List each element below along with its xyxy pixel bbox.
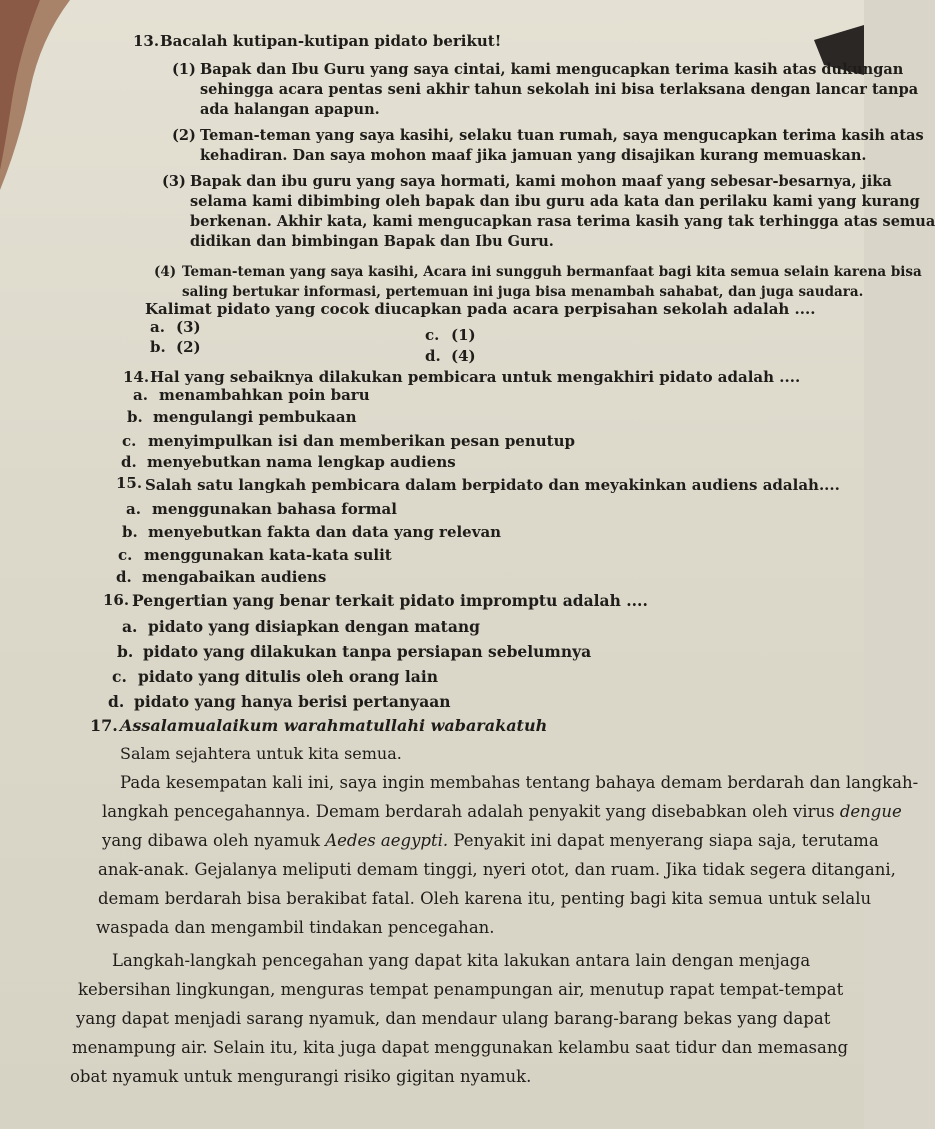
option-d[interactable] — [108, 692, 451, 711]
quote-line: kehadiran. Dan saya mohon maaf jika jamuan yang disajikan kurang memuaskan. — [200, 147, 867, 164]
option-letter: c. — [122, 432, 137, 450]
line-text: yang dibawa oleh nyamuk — [102, 831, 320, 850]
option-letter: b. — [127, 408, 143, 426]
option-text: menyimpulkan isi dan memberikan pesan penutup — [148, 432, 575, 450]
question-number: 17. — [90, 716, 118, 735]
option-letter: a. — [126, 500, 141, 518]
option-text: menggunakan bahasa formal — [152, 500, 397, 518]
option-b[interactable] — [127, 408, 356, 426]
salam: Salam sejahtera untuk kita semua. — [120, 744, 402, 763]
option-d[interactable] — [425, 347, 476, 365]
quote-line: Teman-teman yang saya kasihi, selaku tuan rumah, saya mengucapkan terima kasih atas — [200, 127, 924, 144]
option-letter: a. — [133, 386, 148, 404]
quote-line: Teman-teman yang saya kasihi, Acara ini sungguh bermanfaat bagi kita semua selain karena bisa — [182, 264, 922, 280]
option-text: menggunakan kata-kata sulit — [144, 546, 392, 564]
quote-line: saling bertukar informasi, pertemuan ini juga bisa menambah sahabat, dan juga saudara. — [182, 284, 864, 300]
question-number: 16. — [103, 591, 130, 609]
option-c[interactable] — [112, 667, 438, 686]
quote-item — [154, 262, 922, 302]
option-a[interactable] — [133, 386, 370, 404]
paragraph-line — [102, 797, 918, 826]
quote-line: Bapak dan Ibu Guru yang saya cintai, kami mengucapkan terima kasih atas dukungan — [200, 61, 904, 78]
quote-line: sehingga acara pentas seni akhir tahun sekolah ini bisa terlaksana dengan lancar tanpa — [200, 81, 919, 98]
option-a[interactable] — [126, 500, 397, 518]
question-stem: Pengertian yang benar terkait pidato impromptu adalah .... — [132, 591, 648, 610]
option-text: pidato yang hanya berisi pertanyaan — [134, 692, 451, 711]
question-prompt: Kalimat pidato yang cocok diucapkan pada acara perpisahan sekolah adalah .... — [145, 300, 816, 318]
option-d[interactable] — [116, 568, 326, 586]
question-number: 13. — [133, 32, 160, 50]
quote-line: Bapak dan ibu guru yang saya hormati, kami mohon maaf yang sebesar-besarnya, jika — [190, 173, 892, 190]
option-text: (2) — [176, 338, 201, 356]
option-letter: c. — [112, 667, 127, 686]
paragraph-line: menampung air. Selain itu, kita juga dapat menggunakan kelambu saat tidur dan memasang — [72, 1038, 849, 1057]
quote-item — [162, 172, 935, 252]
option-letter: c. — [118, 546, 133, 564]
quote-number: (1) — [172, 61, 196, 78]
quote-item — [172, 60, 919, 120]
option-text: (1) — [451, 326, 476, 344]
line-text: Penyakit ini dapat menyerang siapa saja, terutama — [453, 831, 879, 850]
option-text: mengabaikan audiens — [142, 568, 327, 586]
option-letter: c. — [425, 326, 440, 344]
option-text: menambahkan poin baru — [159, 386, 370, 404]
paragraph-line: demam berdarah bisa berakibat fatal. Oleh karena itu, penting bagi kita semua untuk selalu — [98, 889, 872, 908]
option-c[interactable] — [425, 326, 476, 344]
option-text: menyebutkan nama lengkap audiens — [147, 453, 456, 471]
option-text: (3) — [176, 318, 201, 336]
paragraph-line: Pada kesempatan kali ini, saya ingin membahas tentang bahaya demam berdarah dan langkah- — [120, 773, 919, 792]
quote-line: berkenan. Akhir kata, kami mengucapkan rasa terima kasih yang tak terhingga atas semua — [190, 213, 935, 230]
option-c[interactable] — [122, 432, 575, 450]
line-text: langkah pencegahannya. Demam berdarah adalah penyakit yang disebabkan oleh virus — [102, 802, 835, 821]
option-b[interactable] — [122, 523, 501, 541]
option-a[interactable] — [150, 318, 201, 336]
question-number: 14. — [123, 368, 150, 386]
option-text: pidato yang disiapkan dengan matang — [148, 617, 480, 636]
option-letter: a. — [122, 617, 138, 636]
paragraph-line: kebersihan lingkungan, menguras tempat penampungan air, menutup rapat tempat-tempat — [78, 980, 844, 999]
quote-number: (3) — [162, 173, 186, 190]
option-letter: b. — [150, 338, 166, 356]
option-letter: d. — [425, 347, 441, 365]
quote-line: ada halangan apapun. — [200, 101, 380, 118]
italic-term: dengue — [839, 802, 902, 821]
option-b[interactable] — [117, 642, 591, 661]
speech-paragraph-1 — [96, 768, 919, 942]
option-text: pidato yang ditulis oleh orang lain — [138, 667, 439, 686]
option-text: menyebutkan fakta dan data yang relevan — [148, 523, 502, 541]
option-letter: b. — [122, 523, 138, 541]
quote-line: selama kami dibimbing oleh bapak dan ibu guru ada kata dan perilaku kami yang kurang — [190, 193, 920, 210]
option-text: (4) — [451, 347, 476, 365]
background-corner-image — [0, 0, 95, 190]
quote-item — [172, 126, 924, 166]
option-letter: d. — [121, 453, 137, 471]
paragraph-line: waspada dan mengambil tindakan pencegahan. — [96, 918, 495, 937]
option-b[interactable] — [150, 338, 201, 356]
speech-paragraph-2 — [70, 946, 849, 1091]
question-stem: Salah satu langkah pembicara dalam berpidato dan meyakinkan audiens adalah.... — [145, 476, 840, 494]
option-letter: a. — [150, 318, 165, 336]
paragraph-line: yang dapat menjadi sarang nyamuk, dan mendaur ulang barang-barang bekas yang dapat — [76, 1009, 831, 1028]
paragraph-line: anak-anak. Gejalanya meliputi demam tinggi, nyeri otot, dan ruam. Jika tidak segera ditangani, — [98, 860, 896, 879]
question-stem: Bacalah kutipan-kutipan pidato berikut! — [160, 32, 502, 50]
paragraph-line: Langkah-langkah pencegahan yang dapat kita lakukan antara lain dengan menjaga — [112, 951, 811, 970]
option-text: pidato yang dilakukan tanpa persiapan sebelumnya — [143, 642, 592, 661]
greeting: Assalamualaikum warahmatullahi wabarakatuh — [120, 716, 548, 735]
option-letter: d. — [108, 692, 125, 711]
quote-number: (4) — [154, 264, 177, 280]
italic-term: Aedes aegypti. — [325, 831, 449, 850]
question-number: 15. — [116, 474, 143, 492]
question-stem: Hal yang sebaiknya dilakukan pembicara untuk mengakhiri pidato adalah .... — [150, 368, 801, 386]
paragraph-line — [102, 826, 918, 855]
option-letter: d. — [116, 568, 132, 586]
option-letter: b. — [117, 642, 134, 661]
quote-number: (2) — [172, 127, 196, 144]
option-c[interactable] — [118, 546, 392, 564]
option-text: mengulangi pembukaan — [153, 408, 357, 426]
option-d[interactable] — [121, 453, 456, 471]
quote-line: didikan dan bimbingan Bapak dan Ibu Guru. — [190, 233, 554, 250]
option-a[interactable] — [122, 617, 480, 636]
paragraph-line: obat nyamuk untuk mengurangi risiko gigitan nyamuk. — [70, 1067, 532, 1086]
